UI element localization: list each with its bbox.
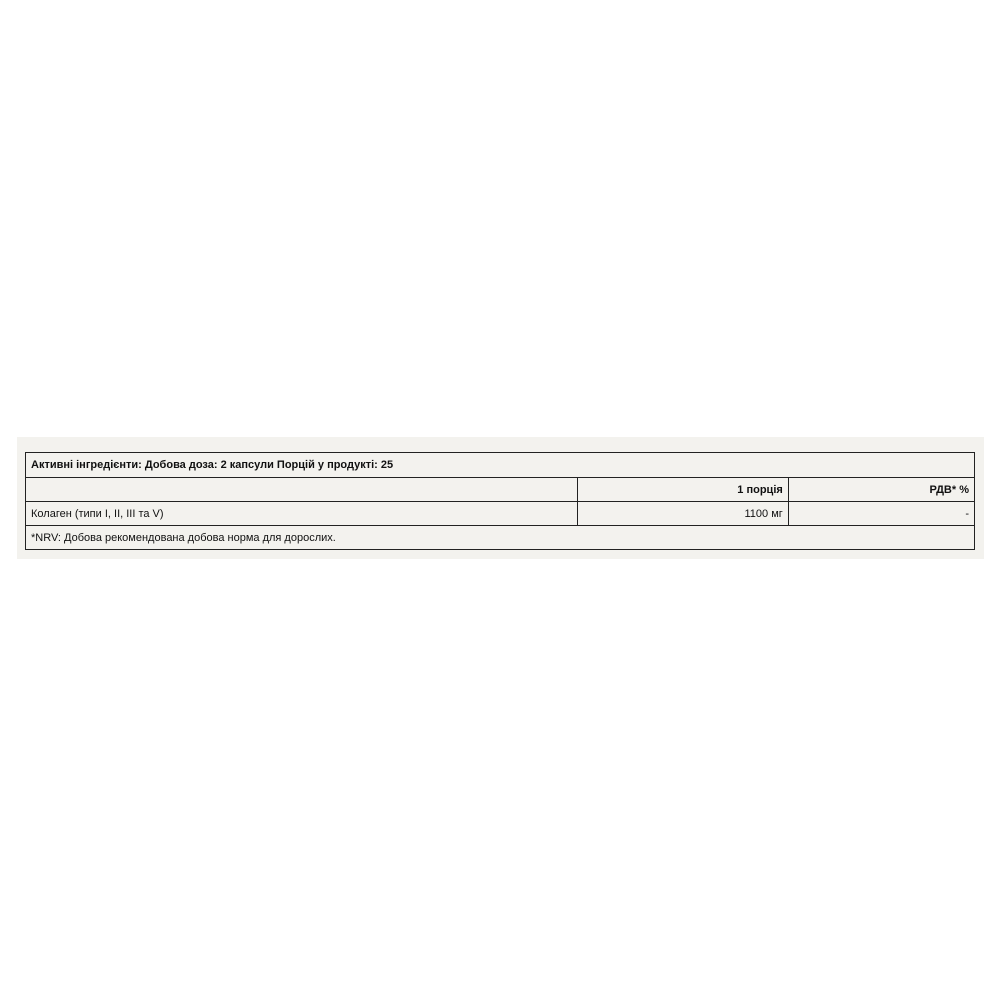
- supplement-facts-panel: [17, 437, 984, 559]
- ingredient-amount: 1100 мг: [577, 502, 788, 526]
- ingredient-rdv: -: [788, 502, 974, 526]
- footnote-row: [26, 526, 975, 550]
- table-row: [26, 502, 975, 526]
- column-header-serving: 1 порція: [577, 478, 788, 502]
- table-title: Активні інгредієнти: Добова доза: 2 капсули Порцій у продукті: 25: [26, 453, 975, 478]
- column-header-rdv: РДВ* %: [788, 478, 974, 502]
- table-header-row: [26, 453, 975, 478]
- column-header-row: [26, 478, 975, 502]
- supplement-facts-table: [25, 452, 975, 550]
- footnote: *NRV: Добова рекомендована добова норма для дорослих.: [26, 526, 975, 550]
- column-header-ingredient: [26, 478, 578, 502]
- ingredient-name: Колаген (типи I, II, III та V): [26, 502, 578, 526]
